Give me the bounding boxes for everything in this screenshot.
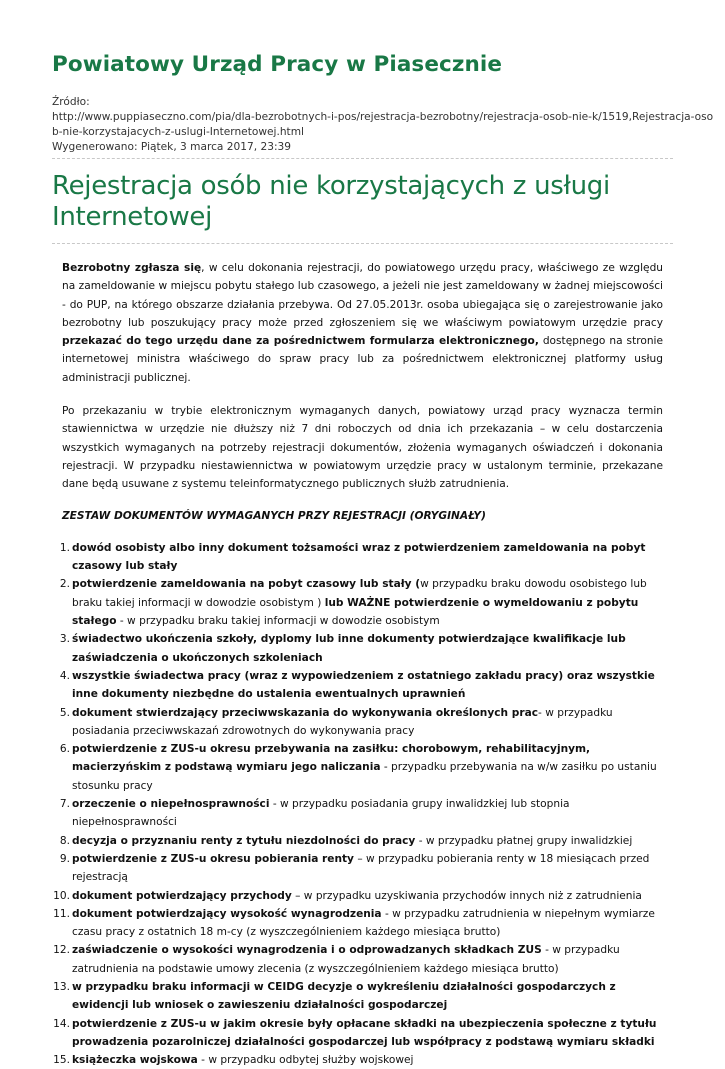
intro-bold-2: przekazać do tego urzędu dane za pośrednictwem formularza elektronicznego, bbox=[62, 335, 539, 348]
requirement-bold: potwierdzenie z ZUS-u okresu przebywania na zasiłku: chorobowym, rehabilitacyjnym, macierzyńskim z podstawą wymiaru jego naliczania bbox=[72, 743, 591, 774]
requirement-number: 11. bbox=[53, 907, 70, 920]
requirement-number: 14. bbox=[53, 1017, 70, 1030]
requirement-bold: potwierdzenie z ZUS-u okresu pobierania renty bbox=[72, 852, 354, 865]
divider-title bbox=[52, 243, 673, 244]
source-url-line-2: b-nie-korzystajacych-z-uslugi-Internetowej.html bbox=[52, 126, 304, 138]
requirement-number: 3. bbox=[59, 633, 70, 646]
requirement-number: 10. bbox=[53, 889, 70, 902]
requirement-item bbox=[59, 575, 663, 630]
requirement-item bbox=[59, 667, 663, 704]
intro-bold-1: Bezrobotny zgłasza się bbox=[62, 262, 202, 274]
requirements-list bbox=[53, 539, 663, 1069]
requirement-number: 5. bbox=[59, 706, 70, 719]
requirement-number: 9. bbox=[59, 852, 70, 865]
requirement-item bbox=[59, 704, 663, 741]
requirement-bold: decyzja o przyznaniu renty z tytułu niezdolności do pracy bbox=[72, 834, 416, 847]
requirement-bold: dowód osobisty albo inny dokument tożsamości wraz z potwierdzeniem zameldowania na pobyt czasowy lub stały bbox=[72, 541, 646, 573]
requirement-text: - w przypadku zatrudnienia w niepełnym wymiarze czasu pracy z ostatnich 18 m-cy (z wyszczególnieniem każdego miesiąca brutto) bbox=[72, 907, 655, 939]
requirement-number: 7. bbox=[59, 798, 70, 811]
requirement-text: - przypadku przebywania na w/w zasiłku po ustaniu stosunku pracy bbox=[72, 761, 657, 792]
requirement-item bbox=[53, 887, 663, 905]
page-title: Rejestracja osób nie korzystających z usługi Internetowej bbox=[52, 171, 610, 232]
site-title: Powiatowy Urząd Pracy w Piasecznie bbox=[52, 52, 503, 77]
requirement-text: - w przypadku posiadania przeciwwskazań zdrowotnych do wykonywania pracy bbox=[72, 706, 613, 737]
requirement-number: 1. bbox=[59, 541, 70, 554]
requirement-item bbox=[53, 941, 663, 978]
requirement-bold: potwierdzenie z ZUS-u w jakim okresie były opłacane składki na ubezpieczenia społeczne z tytułu prowadzenia pozarolniczej działalności gospodarczej lub współpracy z podstawą wymiaru składki bbox=[72, 1017, 657, 1048]
generated-date: Wygenerowano: Piątek, 3 marca 2017, 23:39 bbox=[52, 141, 292, 153]
requirement-bold: dokument potwierdzający wysokość wynagrodzenia bbox=[72, 907, 382, 920]
article-content bbox=[52, 259, 673, 1069]
requirement-number: 4. bbox=[59, 669, 70, 682]
requirement-item bbox=[53, 905, 663, 942]
requirement-number: 6. bbox=[59, 743, 70, 756]
source-meta bbox=[52, 95, 714, 155]
requirement-bold: książeczka wojskowa bbox=[72, 1054, 198, 1067]
requirement-text: - w przypadku płatnej grupy inwalidzkiej bbox=[415, 834, 633, 847]
requirement-bold: świadectwo ukończenia szkoły, dyplomy lub inne dokumenty potwierdzające kwalifikacje lub zaświadczenia o ukończonych szkoleniach bbox=[72, 633, 626, 664]
requirement-text-2: - w przypadku braku takiej informacji w dowodzie osobistym bbox=[116, 615, 440, 628]
source-label: Źródło: bbox=[52, 96, 90, 108]
requirement-number: 8. bbox=[59, 834, 70, 847]
divider-top bbox=[52, 158, 673, 159]
intro-text-2: dostępnego na stronie internetowej ministra właściwego do spraw pracy lub za pośrednictwem elektronicznej platformy usług administracji publicznej. bbox=[62, 335, 664, 384]
requirement-bold: potwierdzenie zameldowania na pobyt czasowy lub stały ( bbox=[72, 578, 421, 591]
requirement-item bbox=[53, 978, 663, 1015]
requirement-item bbox=[59, 740, 663, 795]
requirement-number: 15. bbox=[53, 1054, 70, 1067]
requirement-number: 12. bbox=[53, 944, 70, 957]
requirement-bold: wszystkie świadectwa pracy (wraz z wypowiedzeniem z ostatniego zakładu pracy) oraz wszystkie inne dokumenty niezbędne do ustalenia ewentualnych uprawnień bbox=[72, 669, 655, 701]
requirement-text: – w przypadku uzyskiwania przychodów innych niż z zatrudnienia bbox=[291, 889, 642, 902]
intro-paragraph bbox=[62, 259, 663, 387]
requirement-number: 13. bbox=[53, 980, 70, 993]
requirement-item bbox=[53, 1015, 663, 1052]
requirement-item bbox=[59, 795, 663, 832]
requirement-text: w przypadku braku dowodu osobistego lub braku takiej informacji w dowodzie osobistym ) bbox=[72, 578, 647, 609]
requirements-heading: ZESTAW DOKUMENTÓW WYMAGANYCH PRZY REJESTRACJI (ORYGINAŁY) bbox=[62, 509, 486, 522]
requirement-item bbox=[59, 630, 663, 667]
requirement-item bbox=[59, 850, 663, 887]
requirement-bold: orzeczenie o niepełnosprawności bbox=[72, 798, 270, 811]
requirement-bold: w przypadku braku informacji w CEIDG decyzje o wykreśleniu działalności gospodarczych z ewidencji lub wniosek o zawieszeniu działalności gospodarczej bbox=[72, 980, 616, 1012]
requirement-text: - w przypadku zatrudnienia na podstawie umowy zlecenia (z wyszczególnieniem każdego miesiąca brutto) bbox=[72, 944, 620, 975]
requirement-bold: zaświadczenie o wysokości wynagrodzenia i o odprowadzanych składkach ZUS bbox=[72, 944, 542, 957]
electronic-paragraph: Po przekazaniu w trybie elektronicznym wymaganych danych, powiatowy urząd pracy wyznacza termin stawiennictwa w urzędzie nie dłuższy niż 7 dni roboczych od dnia ich przekazania – w celu dostarczenia wszystkich wymaganych na potrzeby rejestracji dokumentów, złożenia wymaganych oświadczeń i dokonania rejestracji. W przypadku niestawiennictwa w powiatowym urzędzie pracy w ustalonym terminie, przekazane dane będą usuwane z systemu teleinformatycznego publicznych służb zatrudnienia. bbox=[62, 405, 663, 491]
source-url-line-1: http://www.puppiaseczno.com/pia/dla-bezrobotnych-i-pos/rejestracja-bezrobotny/rejestracja-osob-nie-k/1519,Rejestracja-oso bbox=[52, 111, 714, 123]
requirement-item bbox=[59, 832, 663, 850]
requirement-number: 2. bbox=[59, 578, 70, 591]
requirement-text: – w przypadku pobierania renty w 18 miesiącach przed rejestracją bbox=[72, 852, 650, 884]
requirement-text: - w przypadku posiadania grupy inwalidzkiej lub stopnia niepełnosprawności bbox=[72, 798, 570, 829]
intro-text-1: , w celu dokonania rejestracji, do powiatowego urzędu pracy, właściwego ze względu na zameldowanie w miejscu pobytu stałego lub czasowego, a jeżeli nie jest zameldowany w żadnej miejscowości - do PUP, na którego obszarze działania przebywa. Od 27.05.2013r. osoba ubiegająca się o zarejestrowanie jako bezrobotny lub poszukujący pracy może przed zgłoszeniem się we właściwym powiatowym urzędzie pracy bbox=[62, 262, 664, 329]
requirement-text: - w przypadku odbytej służby wojskowej bbox=[197, 1054, 414, 1067]
requirement-bold-2: lub WAŻNE potwierdzenie o wymeldowaniu z pobytu stałego bbox=[72, 596, 639, 628]
requirement-bold: dokument potwierdzający przychody bbox=[72, 889, 292, 902]
requirement-item bbox=[53, 1051, 663, 1069]
requirement-item bbox=[59, 539, 663, 576]
requirement-bold: dokument stwierdzający przeciwwskazania do wykonywania określonych prac bbox=[72, 706, 538, 719]
